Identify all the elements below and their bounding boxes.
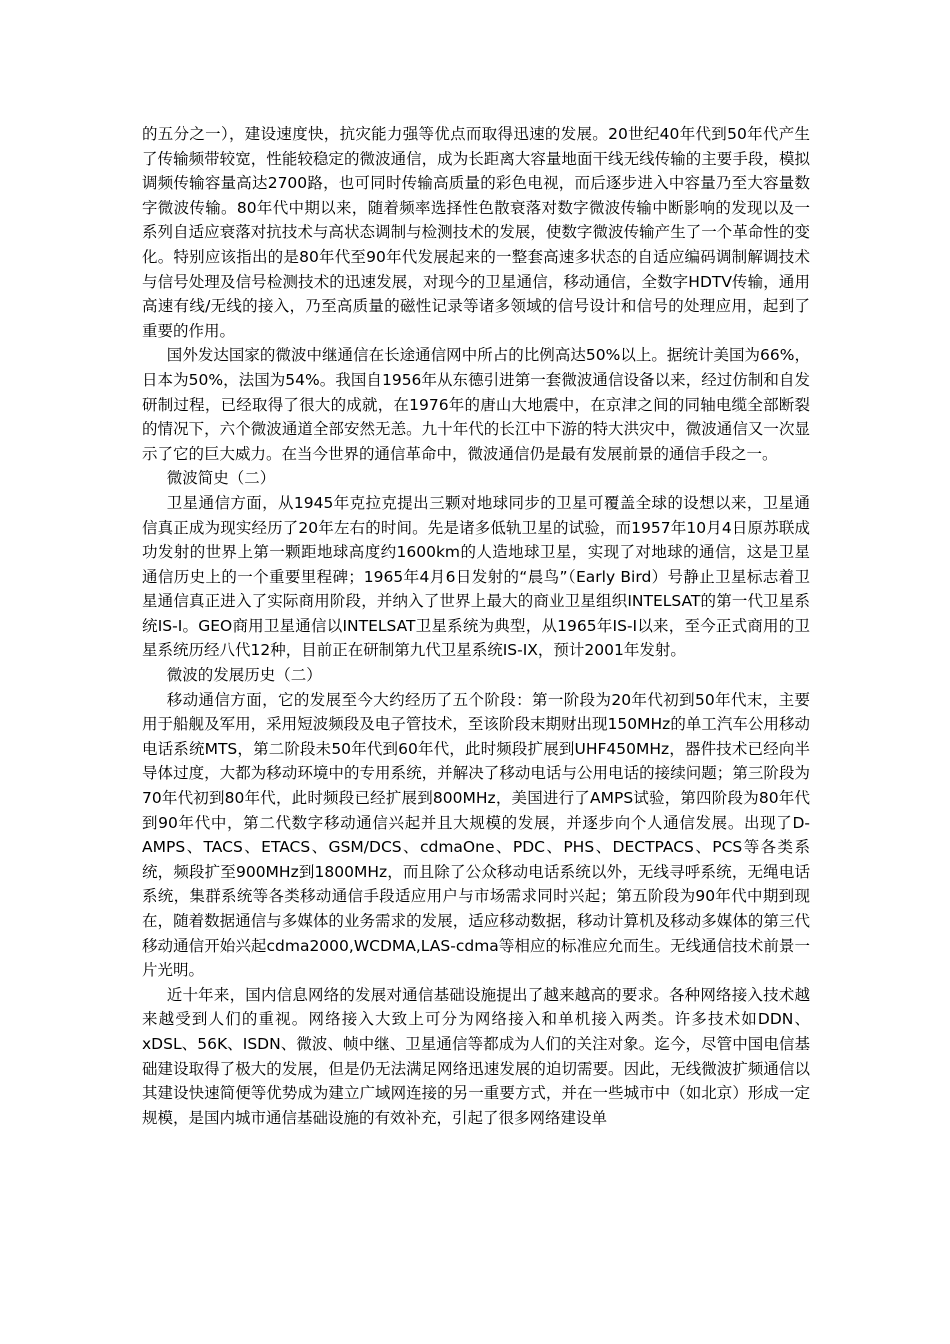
document-page [142,122,810,1130]
paragraph-foreign-microwave-relay: 国外发达国家的微波中继通信在长途通信网中所占的比例高达50%以上。据统计美国为66%，日本为50%，法国为54%。我国自1956年从东德引进第一套微波通信设备以来，经过仿制和自发研制过程，已经取得了很大的成就，在1976年的唐山大地震中，在京津之间的同轴电缆全部断裂的情况下，六个微波通道全部安然无恙。九十年代的长江中下游的特大洪灾中，微波通信又一次显示了它的巨大威力。在当今世界的通信革命中，微波通信仍是最有发展前景的通信手段之一。 [142,346,810,463]
paragraph-satellite-communication: 卫星通信方面，从1945年克拉克提出三颗对地球同步的卫星可覆盖全球的设想以来，卫星通信真正成为现实经历了20年左右的时间。先是诸多低轨卫星的试验，而1957年10月4日原苏联成功发射的世界上第一颗距地球高度约1600km的人造地球卫星，实现了对地球的通信，这是卫星通信历史上的一个重要里程碑；1965年4月6日发射的“晨鸟”（Early Bird）号静止卫星标志着卫星通信真正进入了实际商用阶段，并纳入了世界上最大的商业卫星组织INTELSAT的第一代卫星系统IS-I。GEO商用卫星通信以INTELSAT卫星系统为典型，从1965年IS-I以来，至今正式商用的卫星系统历经八代12种，目前正在研制第九代卫星系统IS-IX，预计2001年发射。 [142,493,810,660]
paragraph-mobile-communication: 移动通信方面，它的发展至今大约经历了五个阶段：第一阶段为20年代初到50年代末，主要用于船舰及军用，采用短波频段及电子管技术，至该阶段末期财出现150MHz的单工汽车公用移动电话系统MTS，第二阶段未50年代到60年代，此时频段扩展到UHF450MHz，器件技术已经向半导体过度，大都为移动环境中的专用系统，并解决了移动电话与公用电话的接续问题；第三阶段为70年代初到80年代，此时频段已经扩展到800MHz，美国进行了AMPS试验，第四阶段为80年代到90年代中，第二代数字移动通信兴起并且大规模的发展，并逐步向个人通信发展。出现了D-AMPS、TACS、ETACS、GSM/DCS、cdmaOne、PDC、PHS、DECTPACS、PCS等各类系统，频段扩至900MHz到1800MHz，而且除了公众移动电话系统以外，无线寻呼系统，无绳电话系统，集群系统等各类移动通信手段适应用户与市场需求同时兴起；第五阶段为90年代中期到现在，随着数据通信与多媒体的业务需求的发展，适应移动数据，移动计算机及移动多媒体的第三代移动通信开始兴起cdma2000,WCDMA,LAS-cdma等相应的标准应允而生。无线通信技术前景一片光明。 [142,690,810,980]
paragraph-microwave-history-continued: 的五分之一），建设速度快，抗灾能力强等优点而取得迅速的发展。20世纪40年代到50年代产生了传输频带较宽，性能较稳定的微波通信，成为长距离大容量地面干线无线传输的主要手段，模拟调频传输容量高达2700路，也可同时传输高质量的彩色电视，而后逐步进入中容量乃至大容量数字微波传输。80年代中期以来，随着频率选择性色散衰落对数字微波传输中断影响的发现以及一系列自适应衰落对抗技术与高状态调制与检测技术的发展，使数字微波传输产生了一个革命性的变化。特别应该指出的是80年代至90年代发展起来的一整套高速多状态的自适应编码调制解调技术与信号处理及信号检测技术的迅速发展，对现今的卫星通信，移动通信，全数字HDTV传输，通用高速有线/无线的接入，乃至高质量的磁性记录等诸多领域的信号设计和信号的处理应用，起到了重要的作用。 [142,125,810,340]
paragraph-network-access: 近十年来，国内信息网络的发展对通信基础设施提出了越来越高的要求。各种网络接入技术越来越受到人们的重视。网络接入大致上可分为网络接入和单机接入两类。许多技术如DDN、xDSL、56K、ISDN、微波、帧中继、卫星通信等都成为人们的关注对象。迄今，尽管中国电信基础建设取得了极大的发展，但是仍无法满足网络迅速发展的迫切需要。因此，无线微波扩频通信以其建设快速简便等优势成为建立广域网连接的另一重要方式，并在一些城市中（如北京）形成一定规模，是国内城市通信基础设施的有效补充，引起了很多网络建设单 [142,985,810,1127]
section-heading-microwave-development-history-2: 微波的发展历史（二） [166,666,322,685]
section-heading-microwave-brief-history-2: 微波简史（二） [166,469,276,488]
